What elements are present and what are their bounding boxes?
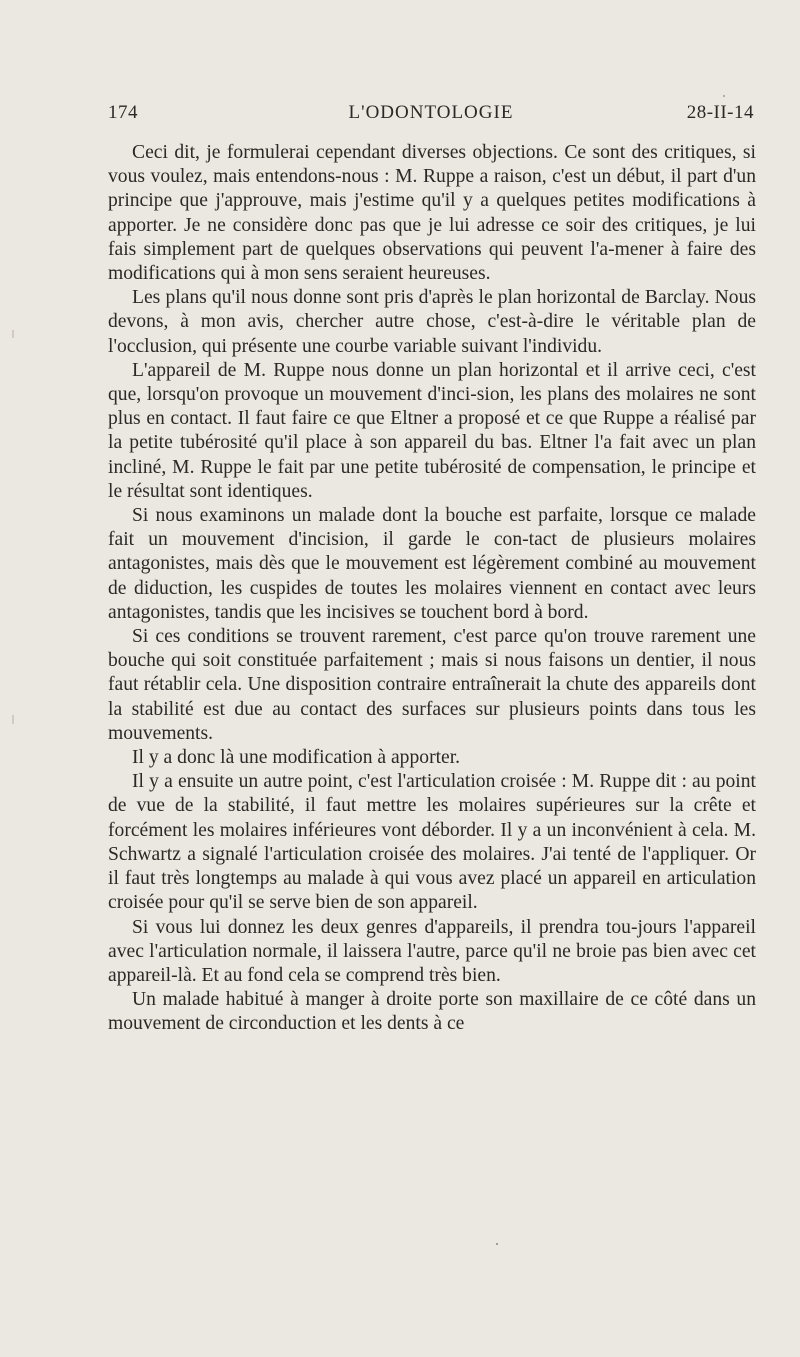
paragraph: Les plans qu'il nous donne sont pris d'après le plan horizontal de Barclay. Nous devons, à mon avis, chercher autre chose, c'est-à-dire le véritable plan de l'occlusion, qui présente une courbe variable suivant l'individu.: [108, 287, 756, 357]
issue-date: 28-II-14: [686, 102, 754, 123]
paragraph: L'appareil de M. Ruppe nous donne un plan horizontal et il arrive ceci, c'est que, lorsqu'on provoque un mouvement d'inci-sion, les plans des molaires ne sont plus en contact. Il faut faire ce que Eltner a proposé et ce que Ruppe a réalisé par la petite tubérosité qu'il place à son appareil du bas. Eltner l'a fait avec un plan incliné, M. Ruppe le fait par une petite tubérosité de compensation, le principe et le résultat sont identiques.: [108, 359, 756, 502]
paragraph: Il y a ensuite un autre point, c'est l'articulation croisée : M. Ruppe dit : au point de vue de la stabilité, il faut mettre les molaires supérieures sur la crête et forcément les molaires inférieures vont déborder. Il y a un inconvénient à cela. M. Schwartz a signalé l'articulation croisée des molaires. J'ai tenté de l'appliquer. Or il faut très longtemps au malade à qui vous avez placé un appareil en articulation croisée pour qu'il se serve bien de son appareil.: [108, 771, 756, 914]
paragraph: Ceci dit, je formulerai cependant diverses objections. Ce sont des critiques, si vous voulez, mais entendons-nous : M. Ruppe a raison, c'est un début, il part d'un principe que j'approuve, mais j'estime qu'il y a quelques petites modifications à apporter. Je ne considère donc pas que je lui adresse ce soir des critiques, je lui fais simplement part de quelques observations qui peuvent l'a-mener à faire des modifications qui à mon sens seraient heureuses.: [108, 142, 756, 285]
page-number: 174: [108, 102, 138, 123]
running-title: L'ODONTOLOGIE: [348, 102, 514, 123]
paragraph: Si nous examinons un malade dont la bouche est parfaite, lorsque ce malade fait un mouvement d'incision, il garde le con-tact de plusieurs molaires antagonistes, mais dès que le mouvement est légèrement combiné au mouvement de diduction, les cuspides de toutes les molaires viennent en contact avec leurs antagonistes, tandis que les incisives se touchent bord à bord.: [108, 505, 756, 623]
paragraph: Un malade habitué à manger à droite porte son maxillaire de ce côté dans un mouvement de circonduction et les dents à ce: [108, 989, 756, 1035]
paragraph: Si vous lui donnez les deux genres d'appareils, il prendra tou-jours l'appareil avec l'articulation normale, il laissera l'autre, parce qu'il ne broie pas bien avec cet appareil-là. Et au fond cela se comprend très bien.: [108, 916, 756, 986]
paragraph: Il y a donc là une modification à apporter.: [132, 747, 461, 769]
paragraph: Si ces conditions se trouvent rarement, c'est parce qu'on trouve rarement une bouche qui soit constituée parfaitement ; mais si nous faisons un dentier, il nous faut rétablir cela. Une disposition contraire entraînerait la chute des appareils dont la stabilité est due au contact des surfaces sur plusieurs points dans tous les mouvements.: [108, 626, 756, 744]
body-text: [108, 141, 756, 1037]
page-header: [108, 102, 754, 132]
